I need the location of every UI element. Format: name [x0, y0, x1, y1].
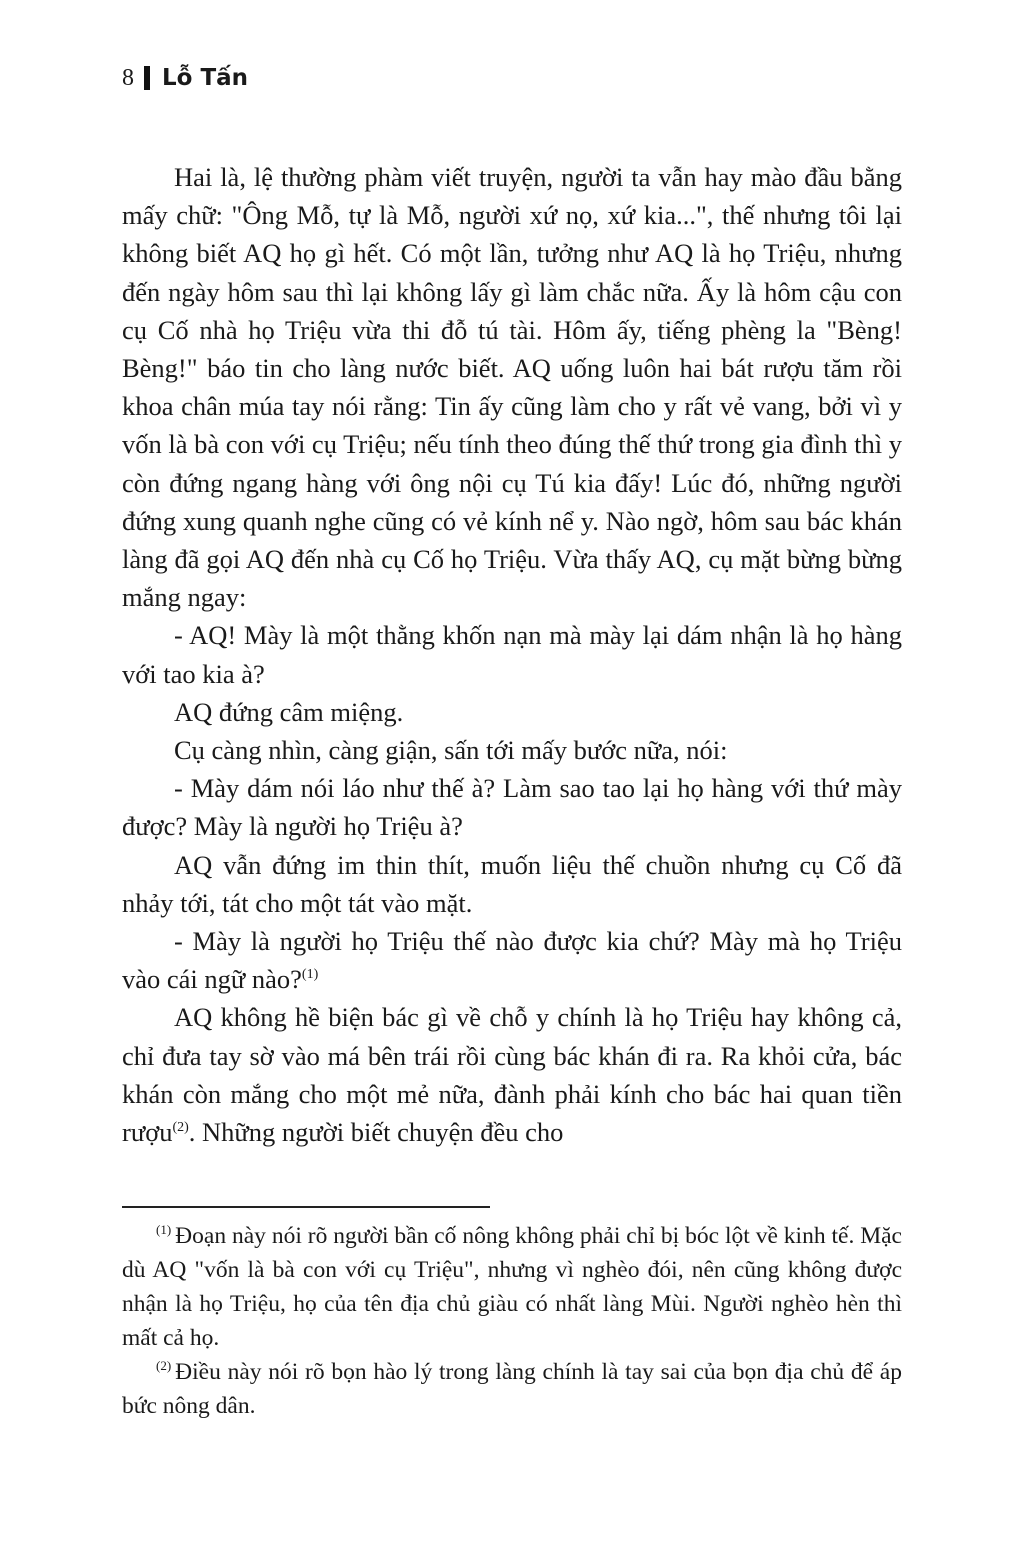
header-divider-bar — [144, 66, 150, 90]
paragraph: Hai là, lệ thường phàm viết truyện, người ta vẫn hay mào đầu bằng mấy chữ: "Ông Mỗ, tự là Mỗ, người xứ nọ, xứ kia...", thế nhưng tôi lại không biết AQ họ gì hết. Có một lần, tưởng như AQ là họ Triệu, nhưng đến ngày hôm sau thì lại không lấy gì làm chắc nữa. Ấy là hôm cậu con cụ Cố nhà họ Triệu vừa thi đỗ tú tài. Hôm ấy, tiếng phèng la "Bèng! Bèng!" báo tin cho làng nước biết. AQ uống luôn hai bát rượu tăm rồi khoa chân múa tay nói rằng: Tin ấy cũng làm cho y rất vẻ vang, bởi vì y vốn là bà con với cụ Triệu; nếu tính theo đúng thế thứ trong gia đình thì y còn đứng ngang hàng với ông nội cụ Tú kia đấy! Lúc đó, những người đứng xung quanh nghe cũng có vẻ kính nể y. Nào ngờ, hôm sau bác khán làng đã gọi AQ đến nhà cụ Cố họ Triệu. Vừa thấy AQ, cụ mặt bừng bừng mắng ngay: — [122, 162, 902, 613]
footnote-reference-1: (1) — [301, 967, 319, 983]
paragraph-text: - Mày là người họ Triệu thế nào được kia chứ? Mày mà họ Triệu vào cái ngữ nào? — [122, 926, 902, 995]
paragraph: AQ vẫn đứng im thin thít, muốn liệu thế chuồn nhưng cụ Cố đã nhảy tới, tát cho một tát vào mặt. — [122, 849, 902, 918]
footnote — [122, 1355, 902, 1423]
page-header — [122, 58, 248, 98]
paragraph — [122, 922, 902, 998]
running-title: Lỗ Tấn — [162, 65, 249, 91]
main-text — [122, 158, 902, 1151]
footnote-separator — [122, 1206, 490, 1208]
paragraph: - Mày dám nói láo như thế à? Làm sao tao lại họ hàng với thứ mày được? Mày là người họ Triệu à? — [122, 773, 902, 842]
footnote-mark: (1) — [156, 1222, 172, 1237]
paragraph: Cụ càng nhìn, càng giận, sấn tới mấy bước nữa, nói: — [174, 735, 728, 766]
footnote-mark: (2) — [156, 1358, 172, 1373]
page-number: 8 — [122, 64, 134, 91]
paragraph: - AQ! Mày là một thằng khốn nạn mà mày lại dám nhận là họ hàng với tao kia à? — [122, 620, 902, 689]
footnote-text: Đoạn này nói rõ người bần cố nông không phải chỉ bị bóc lột về kinh tế. Mặc dù AQ "vốn là bà con với cụ Triệu", nhưng vì nghèo đói, nên cũng không được nhận là họ Triệu, họ của tên địa chủ giàu có nhất làng Mùi. Người nghèo hèn thì mất cả họ. — [122, 1223, 902, 1351]
footnotes — [122, 1219, 902, 1423]
footnote-text: Điều này nói rõ bọn hào lý trong làng chính là tay sai của bọn địa chủ để áp bức nông dân. — [122, 1359, 902, 1419]
footnote — [122, 1219, 902, 1355]
paragraph: AQ đứng câm miệng. — [174, 696, 404, 727]
paragraph — [122, 998, 902, 1151]
footnote-reference-2: (2) — [172, 1120, 189, 1136]
paragraph-text-tail: . Những người biết chuyện đều cho — [188, 1117, 564, 1148]
paragraph-text: AQ không hề biện bác gì về chỗ y chính là họ Triệu hay không cả, chỉ đưa tay sờ vào má bên trái rồi cùng bác khán đi ra. Ra khỏi cửa, bác khán còn mắng cho một mẻ nữa, đành phải kính cho bác hai quan tiền rượu — [122, 1002, 902, 1148]
